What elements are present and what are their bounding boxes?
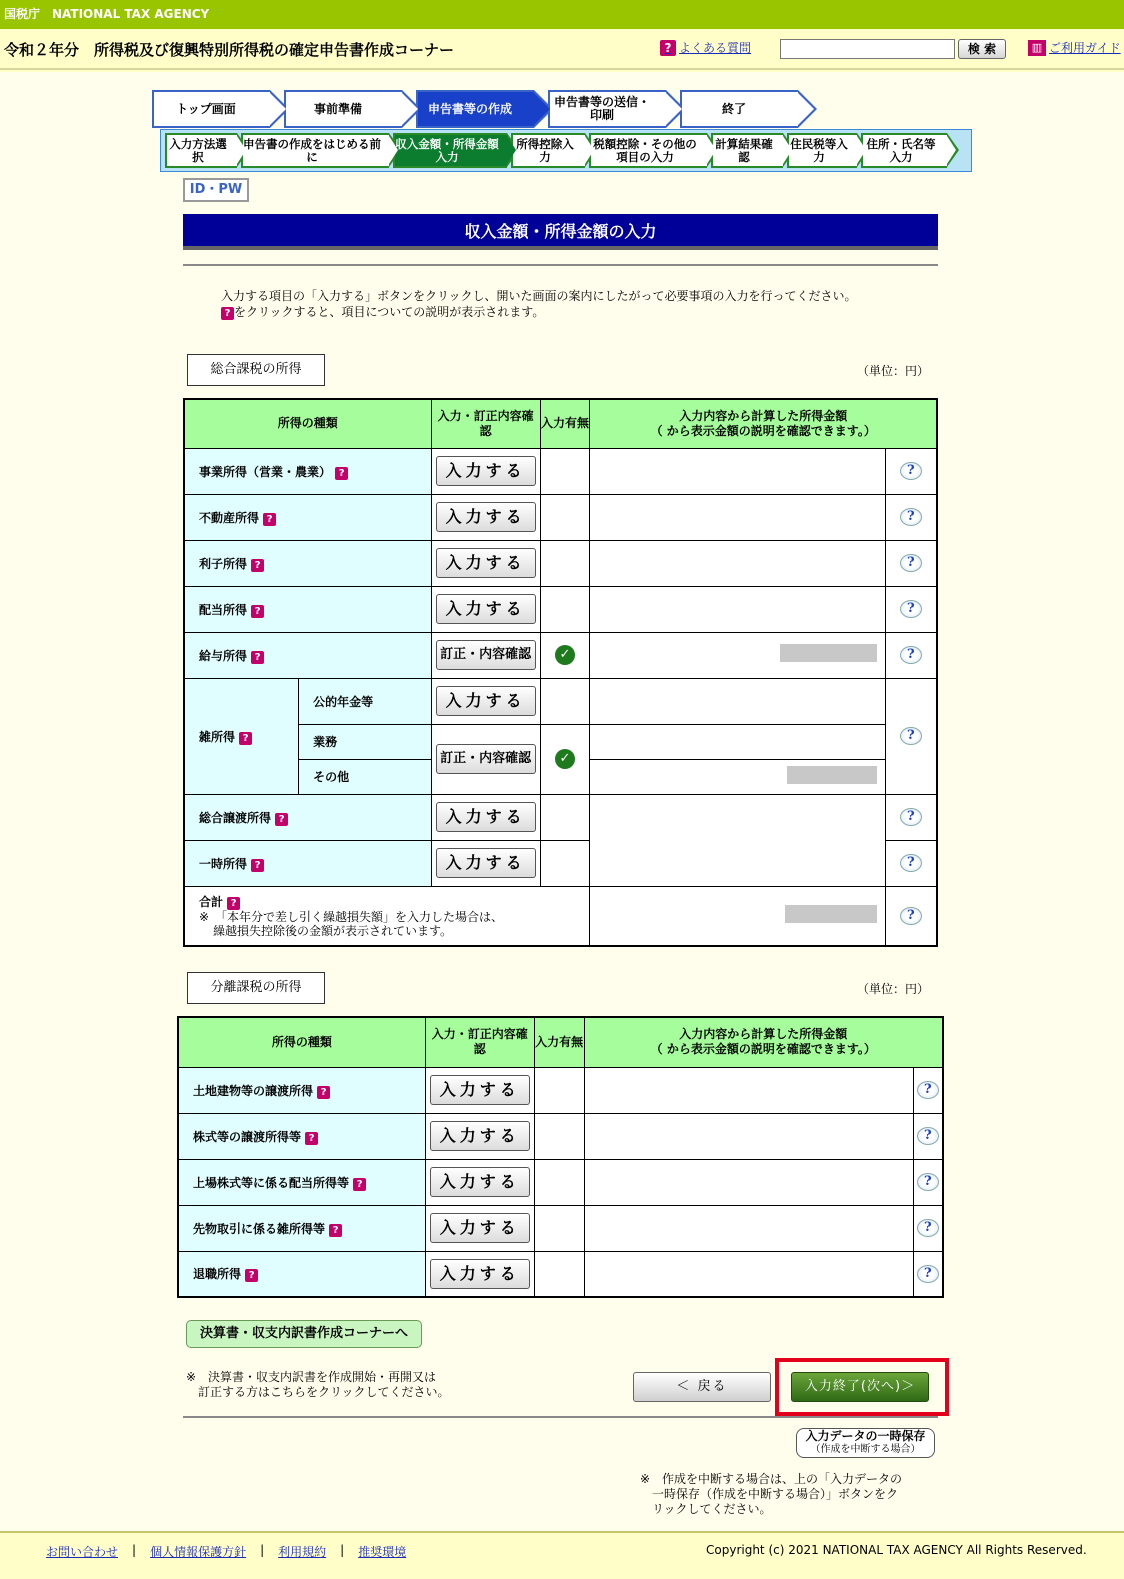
- step-top: トップ画面: [152, 90, 270, 128]
- row-label: 土地建物等の譲渡所得 ?: [178, 1067, 425, 1113]
- row-label: 退職所得 ?: [178, 1251, 425, 1297]
- kessan-corner-button[interactable]: 決算書・収支内訳書作成コーナーへ: [186, 1320, 422, 1348]
- book-icon: ▥: [1028, 40, 1046, 56]
- header-amount: 入力内容から計算した所得金額 （ から表示金額の説明を確認できます。）: [590, 399, 937, 448]
- row-label: 雑所得 ?: [184, 678, 299, 794]
- question-icon[interactable]: ?: [227, 897, 240, 910]
- input-button[interactable]: 入力する: [436, 456, 536, 486]
- input-button[interactable]: 入力する: [436, 594, 536, 624]
- check-icon: ✓: [555, 749, 575, 769]
- divider: [183, 264, 938, 266]
- row-label: 株式等の譲渡所得等 ?: [178, 1113, 425, 1159]
- header-type: 所得の種類: [184, 399, 431, 448]
- temp-save-button[interactable]: 入力データの一時保存 （作成を中断する場合）: [796, 1428, 935, 1458]
- bunri-label: 分離課税の所得: [187, 972, 325, 1004]
- question-icon[interactable]: ?: [335, 467, 348, 480]
- sub-label: 公的年金等: [299, 678, 432, 724]
- question-icon[interactable]: ?: [239, 732, 252, 745]
- header-input: 入力・訂正内容確認: [431, 399, 540, 448]
- question-icon[interactable]: ?: [251, 605, 264, 618]
- input-button[interactable]: 入力する: [436, 548, 536, 578]
- kessan-note: ※ 決算書・収支内訳書を作成開始・再開又は 訂正する方はこちらをクリックしてください。: [186, 1370, 450, 1399]
- question-icon[interactable]: ?: [251, 559, 264, 572]
- substep-result: 計算結果確認: [711, 133, 783, 168]
- question-icon[interactable]: ?: [245, 1269, 258, 1282]
- faq-link[interactable]: ? よくある質問: [660, 39, 751, 56]
- help-icon[interactable]: ?: [900, 600, 922, 618]
- guide-link[interactable]: ▥ ご利用ガイド: [1028, 39, 1121, 56]
- unit-label: （単位：円）: [857, 982, 930, 996]
- input-button[interactable]: 入力する: [436, 686, 536, 716]
- idpw-button[interactable]: ID・PW: [183, 178, 249, 202]
- input-button[interactable]: 入力する: [430, 1167, 530, 1197]
- help-icon[interactable]: ?: [917, 1081, 939, 1099]
- main-steps: [152, 90, 798, 128]
- finish-input-button[interactable]: 入力終了(次へ)＞: [791, 1372, 929, 1402]
- header-input: 入力・訂正内容確認: [425, 1017, 534, 1067]
- step-prep: 事前準備: [284, 90, 402, 128]
- row-label: 利子所得 ?: [184, 540, 431, 586]
- row-label: 給与所得 ?: [184, 632, 431, 678]
- header-status: 入力有無: [540, 399, 590, 448]
- app-title: 令和２年分 所得税及び復興特別所得税の確定申告書作成コーナー: [4, 41, 455, 59]
- help-icon[interactable]: ?: [900, 808, 922, 826]
- fix-button[interactable]: 訂正・内容確認: [436, 640, 536, 670]
- input-button[interactable]: 入力する: [436, 502, 536, 532]
- question-icon: ?: [660, 40, 676, 56]
- input-button[interactable]: 入力する: [436, 848, 536, 878]
- masked-amount: [787, 766, 877, 784]
- help-icon[interactable]: ?: [900, 727, 922, 745]
- sub-label: 業務: [299, 724, 432, 759]
- row-label: 配当所得 ?: [184, 586, 431, 632]
- footer-links: お問い合わせ | 個人情報保護方針 | 利用規約 | 推奨環境: [46, 1543, 407, 1559]
- input-button[interactable]: 入力する: [430, 1259, 530, 1289]
- check-icon: ✓: [555, 645, 575, 665]
- substep-before: 申告書の作成をはじめる前に: [241, 133, 389, 168]
- step-send: 申告書等の送信・印刷: [548, 90, 666, 128]
- question-icon[interactable]: ?: [353, 1178, 366, 1191]
- save-note: ※ 作成を中断する場合は、上の「入力データの 一時保存（作成を中断する場合）」ボタンをク リックしてください。: [640, 1472, 903, 1516]
- substep-tax-credit: 税額控除・その他の項目の入力: [589, 133, 707, 168]
- row-label: 総合譲渡所得 ?: [184, 794, 431, 840]
- input-button[interactable]: 入力する: [430, 1121, 530, 1151]
- help-icon[interactable]: ?: [917, 1219, 939, 1237]
- intro-text: 入力する項目の「入力する」ボタンをクリックし、開いた画面の案内にしたがって必要事項の入力を行ってください。 ? をクリックすると、項目についての説明が表示されます。: [221, 289, 857, 319]
- input-button[interactable]: 入力する: [430, 1075, 530, 1105]
- sub-label: その他: [299, 759, 432, 794]
- fix-button[interactable]: 訂正・内容確認: [436, 744, 536, 774]
- step-create: 申告書等の作成: [416, 90, 534, 128]
- help-icon[interactable]: ?: [917, 1265, 939, 1283]
- search-input[interactable]: [780, 39, 955, 59]
- row-label: 一時所得 ?: [184, 840, 431, 886]
- question-icon[interactable]: ?: [251, 859, 264, 872]
- title-bar: [0, 29, 1124, 70]
- help-icon[interactable]: ?: [917, 1173, 939, 1191]
- row-label: 先物取引に係る雑所得等 ?: [178, 1205, 425, 1251]
- divider: [183, 1416, 938, 1418]
- question-icon[interactable]: ?: [317, 1086, 330, 1099]
- help-icon[interactable]: ?: [917, 1127, 939, 1145]
- header-status: 入力有無: [534, 1017, 584, 1067]
- footer-link-contact[interactable]: お問い合わせ: [46, 1545, 119, 1559]
- header-type: 所得の種類: [178, 1017, 425, 1067]
- copyright: Copyright (c) 2021 NATIONAL TAX AGENCY All Rights Reserved.: [706, 1543, 1087, 1557]
- masked-amount: [785, 905, 877, 923]
- row-label: 事業所得（営業・農業） ?: [184, 448, 431, 494]
- sub-steps: [160, 129, 972, 172]
- footer-link-environment[interactable]: 推奨環境: [358, 1545, 407, 1559]
- page-title: 収入金額・所得金額の入力: [183, 214, 938, 250]
- question-icon[interactable]: ?: [251, 651, 264, 664]
- help-icon[interactable]: ?: [900, 554, 922, 572]
- substep-deduction: 所得控除入力: [511, 133, 585, 168]
- bunri-table: [177, 1016, 944, 1298]
- search-button[interactable]: 検 索: [958, 39, 1006, 59]
- footer-link-privacy[interactable]: 個人情報保護方針: [150, 1545, 247, 1559]
- input-button[interactable]: 入力する: [430, 1213, 530, 1243]
- main-content: [0, 72, 1124, 1532]
- substep-method: 入力方法選択: [165, 133, 237, 168]
- masked-amount: [780, 644, 877, 662]
- back-button[interactable]: ＜ 戻る: [633, 1372, 771, 1402]
- substep-income: 収入金額・所得金額入力: [393, 133, 507, 168]
- question-icon[interactable]: ?: [329, 1224, 342, 1237]
- sogo-label: 総合課税の所得: [187, 354, 325, 386]
- step-end: 終了: [680, 90, 798, 128]
- input-button[interactable]: 入力する: [436, 802, 536, 832]
- footer-link-terms[interactable]: 利用規約: [278, 1545, 327, 1559]
- help-icon[interactable]: ?: [900, 646, 922, 664]
- row-label: 上場株式等に係る配当所得等 ?: [178, 1159, 425, 1205]
- total-label: 合計 ? ※ 「本年分で差し引く繰越損失額」を入力した場合は、 繰越損失控除後の金額が表示されています。: [184, 886, 590, 946]
- footer: [0, 1531, 1124, 1579]
- question-icon[interactable]: ?: [275, 813, 288, 826]
- unit-label: （単位：円）: [857, 364, 930, 378]
- substep-address: 住所・氏名等入力: [861, 133, 947, 168]
- help-icon[interactable]: ?: [900, 854, 922, 872]
- help-icon[interactable]: ?: [900, 508, 922, 526]
- help-icon[interactable]: ?: [900, 907, 922, 925]
- help-icon[interactable]: ?: [900, 462, 922, 480]
- sogo-table: [183, 398, 938, 947]
- agency-banner: [0, 0, 1124, 29]
- question-icon[interactable]: ?: [263, 513, 276, 526]
- header-amount: 入力内容から計算した所得金額 （ から表示金額の説明を確認できます。）: [584, 1017, 943, 1067]
- agency-name: 国税庁 NATIONAL TAX AGENCY: [4, 7, 210, 21]
- substep-resident-tax: 住民税等入力: [787, 133, 857, 168]
- row-label: 不動産所得 ?: [184, 494, 431, 540]
- question-icon: ?: [221, 307, 234, 320]
- question-icon[interactable]: ?: [305, 1132, 318, 1145]
